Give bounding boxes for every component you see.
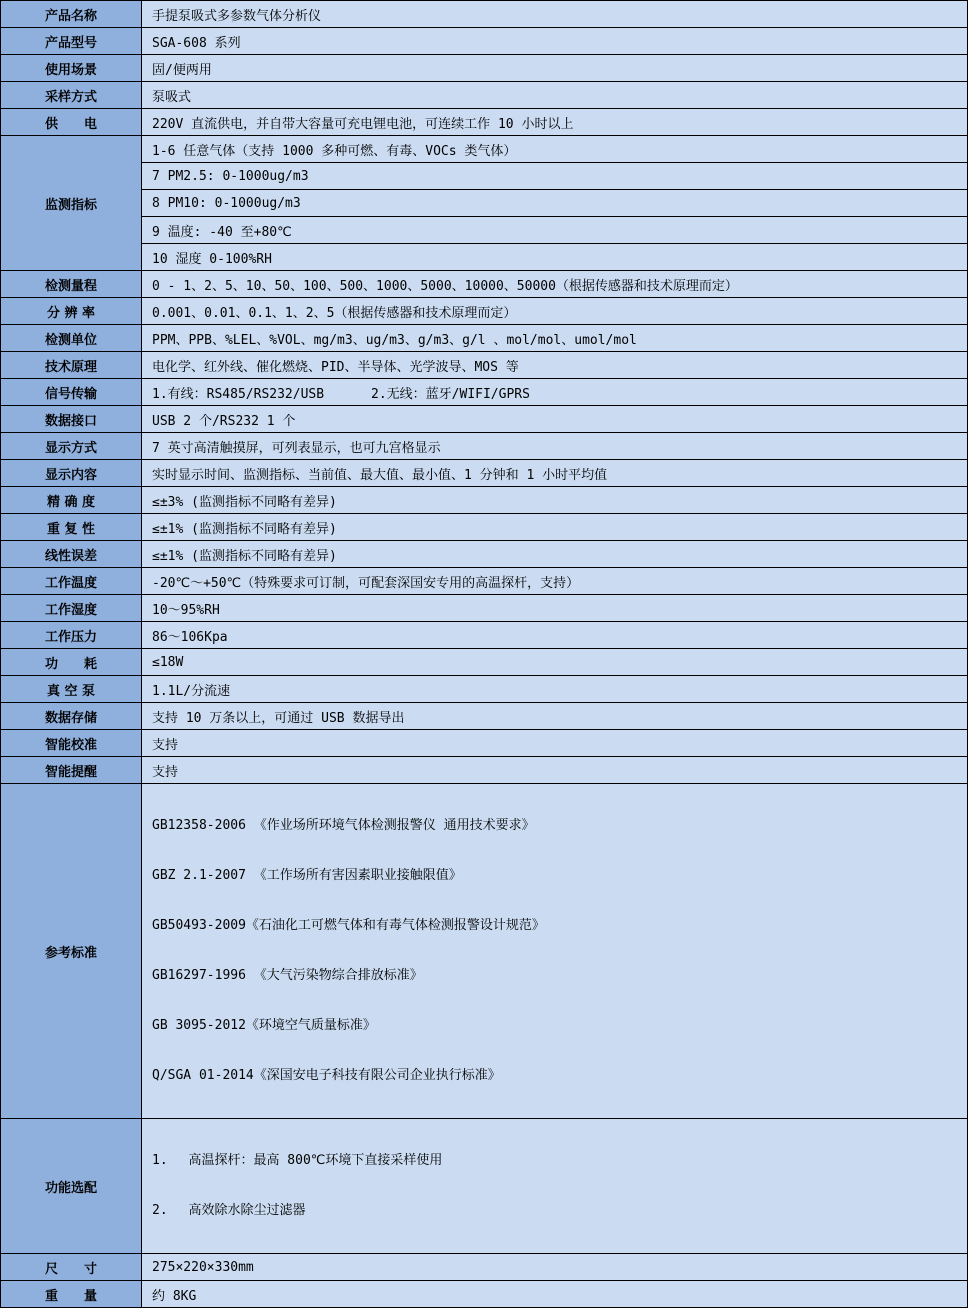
table-row	[1, 514, 968, 541]
spec-value-principle: 电化学、红外线、催化燃烧、PID、半导体、光学波导、MOS 等	[142, 352, 968, 379]
spec-label-dimensions: 尺 寸	[1, 1254, 142, 1281]
spec-value-linearity: ≤±1% (监测指标不同略有差异)	[142, 541, 968, 568]
spec-value-product-name: 手提泵吸式多参数气体分析仪	[142, 1, 968, 28]
table-row	[1, 649, 968, 676]
table-row	[1, 55, 968, 82]
spec-value-weight: 约 8KG	[142, 1281, 968, 1308]
reference-standard-line: GBZ 2.1-2007 《工作场所有害因素职业接触限值》	[152, 868, 462, 883]
reference-standard-line: Q/SGA 01-2014《深国安电子科技有限公司企业执行标准》	[152, 1068, 501, 1083]
spec-label-range: 检测量程	[1, 271, 142, 298]
table-row	[1, 163, 968, 190]
spec-value-accuracy: ≤±3% (监测指标不同略有差异)	[142, 487, 968, 514]
spec-value-smart-calibration: 支持	[142, 730, 968, 757]
spec-value-optional-features	[142, 1119, 968, 1254]
spec-label-resolution: 分 辨 率	[1, 298, 142, 325]
spec-value-range: 0 - 1、2、5、10、50、100、500、1000、5000、10000、50000（根据传感器和技术原理而定）	[142, 271, 968, 298]
spec-value-data-storage: 支持 10 万条以上，可通过 USB 数据导出	[142, 703, 968, 730]
table-row	[1, 703, 968, 730]
table-row	[1, 622, 968, 649]
table-row	[1, 757, 968, 784]
spec-label-smart-reminder: 智能提醒	[1, 757, 142, 784]
reference-standard-line: GB12358-2006 《作业场所环境气体检测报警仪 通用技术要求》	[152, 818, 535, 833]
spec-value-resolution: 0.001、0.01、0.1、1、2、5（根据传感器和技术原理而定）	[142, 298, 968, 325]
spec-value-sampling: 泵吸式	[142, 82, 968, 109]
table-row	[1, 1281, 968, 1308]
spec-label-data-storage: 数据存储	[1, 703, 142, 730]
spec-label-work-humidity: 工作湿度	[1, 595, 142, 622]
table-row	[1, 568, 968, 595]
spec-label-display-mode: 显示方式	[1, 433, 142, 460]
spec-label-smart-calibration: 智能校准	[1, 730, 142, 757]
spec-value-smart-reminder: 支持	[142, 757, 968, 784]
spec-value-vacuum-pump: 1.1L/分流速	[142, 676, 968, 703]
optional-feature-line: 1. 高温探杆：最高 800℃环境下直接采样使用	[152, 1153, 443, 1168]
spec-label-power: 供 电	[1, 109, 142, 136]
table-row	[1, 784, 968, 1119]
reference-standard-line: GB50493-2009《石油化工可燃气体和有毒气体检测报警设计规范》	[152, 918, 545, 933]
spec-label-work-temp: 工作温度	[1, 568, 142, 595]
spec-value-work-temp: -20℃～+50℃（特殊要求可订制，可配套深国安专用的高温探杆，支持）	[142, 568, 968, 595]
spec-value-usage-scene: 固/便两用	[142, 55, 968, 82]
spec-label-power-consumption: 功 耗	[1, 649, 142, 676]
optional-feature-line: 2. 高效除水除尘过滤器	[152, 1203, 306, 1218]
spec-label-signal: 信号传输	[1, 379, 142, 406]
table-row	[1, 1, 968, 28]
spec-label-usage-scene: 使用场景	[1, 55, 142, 82]
table-row	[1, 1254, 968, 1281]
spec-label-sampling: 采样方式	[1, 82, 142, 109]
table-row	[1, 379, 968, 406]
table-row	[1, 217, 968, 244]
spec-value-work-humidity: 10～95%RH	[142, 595, 968, 622]
table-row	[1, 271, 968, 298]
spec-value-reference-standards	[142, 784, 968, 1119]
table-row	[1, 730, 968, 757]
spec-value-monitoring-item: 10 湿度 0-100%RH	[142, 244, 968, 271]
table-row	[1, 325, 968, 352]
spec-label-reference-standards: 参考标准	[1, 784, 142, 1119]
spec-label-vacuum-pump: 真 空 泵	[1, 676, 142, 703]
table-row	[1, 136, 968, 163]
spec-value-display-mode: 7 英寸高清触摸屏，可列表显示，也可九宫格显示	[142, 433, 968, 460]
table-row	[1, 541, 968, 568]
spec-label-monitoring: 监测指标	[1, 136, 142, 271]
table-row	[1, 190, 968, 217]
table-row	[1, 82, 968, 109]
table-row	[1, 1119, 968, 1254]
spec-value-model: SGA-608 系列	[142, 28, 968, 55]
spec-value-monitoring-item: 1-6 任意气体（支持 1000 多种可燃、有毒、VOCs 类气体）	[142, 136, 968, 163]
spec-label-optional-features: 功能选配	[1, 1119, 142, 1254]
spec-label-principle: 技术原理	[1, 352, 142, 379]
reference-standard-line: GB 3095-2012《环境空气质量标准》	[152, 1018, 376, 1033]
spec-value-dimensions: 275×220×330mm	[142, 1254, 968, 1281]
spec-value-data-port: USB 2 个/RS232 1 个	[142, 406, 968, 433]
spec-label-data-port: 数据接口	[1, 406, 142, 433]
spec-label-units: 检测单位	[1, 325, 142, 352]
spec-label-product-name: 产品名称	[1, 1, 142, 28]
table-row	[1, 28, 968, 55]
table-row	[1, 352, 968, 379]
reference-standard-line: GB16297-1996 《大气污染物综合排放标准》	[152, 968, 423, 983]
spec-value-monitoring-item: 8 PM10: 0-1000ug/m3	[142, 190, 968, 217]
table-row	[1, 433, 968, 460]
table-row	[1, 676, 968, 703]
spec-value-repeatability: ≤±1% (监测指标不同略有差异)	[142, 514, 968, 541]
spec-label-repeatability: 重 复 性	[1, 514, 142, 541]
spec-value-monitoring-item: 9 温度: -40 至+80℃	[142, 217, 968, 244]
spec-value-signal: 1.有线：RS485/RS232/USB 2.无线：蓝牙/WIFI/GPRS	[142, 379, 968, 406]
table-row	[1, 460, 968, 487]
table-row	[1, 487, 968, 514]
table-row	[1, 595, 968, 622]
spec-label-model: 产品型号	[1, 28, 142, 55]
spec-value-power-consumption: ≤18W	[142, 649, 968, 676]
spec-value-units: PPM、PPB、%LEL、%VOL、mg/m3、ug/m3、g/m3、g/l 、mol/mol、umol/mol	[142, 325, 968, 352]
table-row	[1, 298, 968, 325]
spec-value-display-content: 实时显示时间、监测指标、当前值、最大值、最小值、1 分钟和 1 小时平均值	[142, 460, 968, 487]
spec-label-work-pressure: 工作压力	[1, 622, 142, 649]
table-row	[1, 406, 968, 433]
spec-label-accuracy: 精 确 度	[1, 487, 142, 514]
spec-value-monitoring-item: 7 PM2.5: 0-1000ug/m3	[142, 163, 968, 190]
table-row	[1, 244, 968, 271]
spec-value-power: 220V 直流供电，并自带大容量可充电锂电池，可连续工作 10 小时以上	[142, 109, 968, 136]
spec-label-linearity: 线性误差	[1, 541, 142, 568]
spec-value-work-pressure: 86～106Kpa	[142, 622, 968, 649]
spec-label-weight: 重 量	[1, 1281, 142, 1308]
table-row	[1, 109, 968, 136]
spec-label-display-content: 显示内容	[1, 460, 142, 487]
